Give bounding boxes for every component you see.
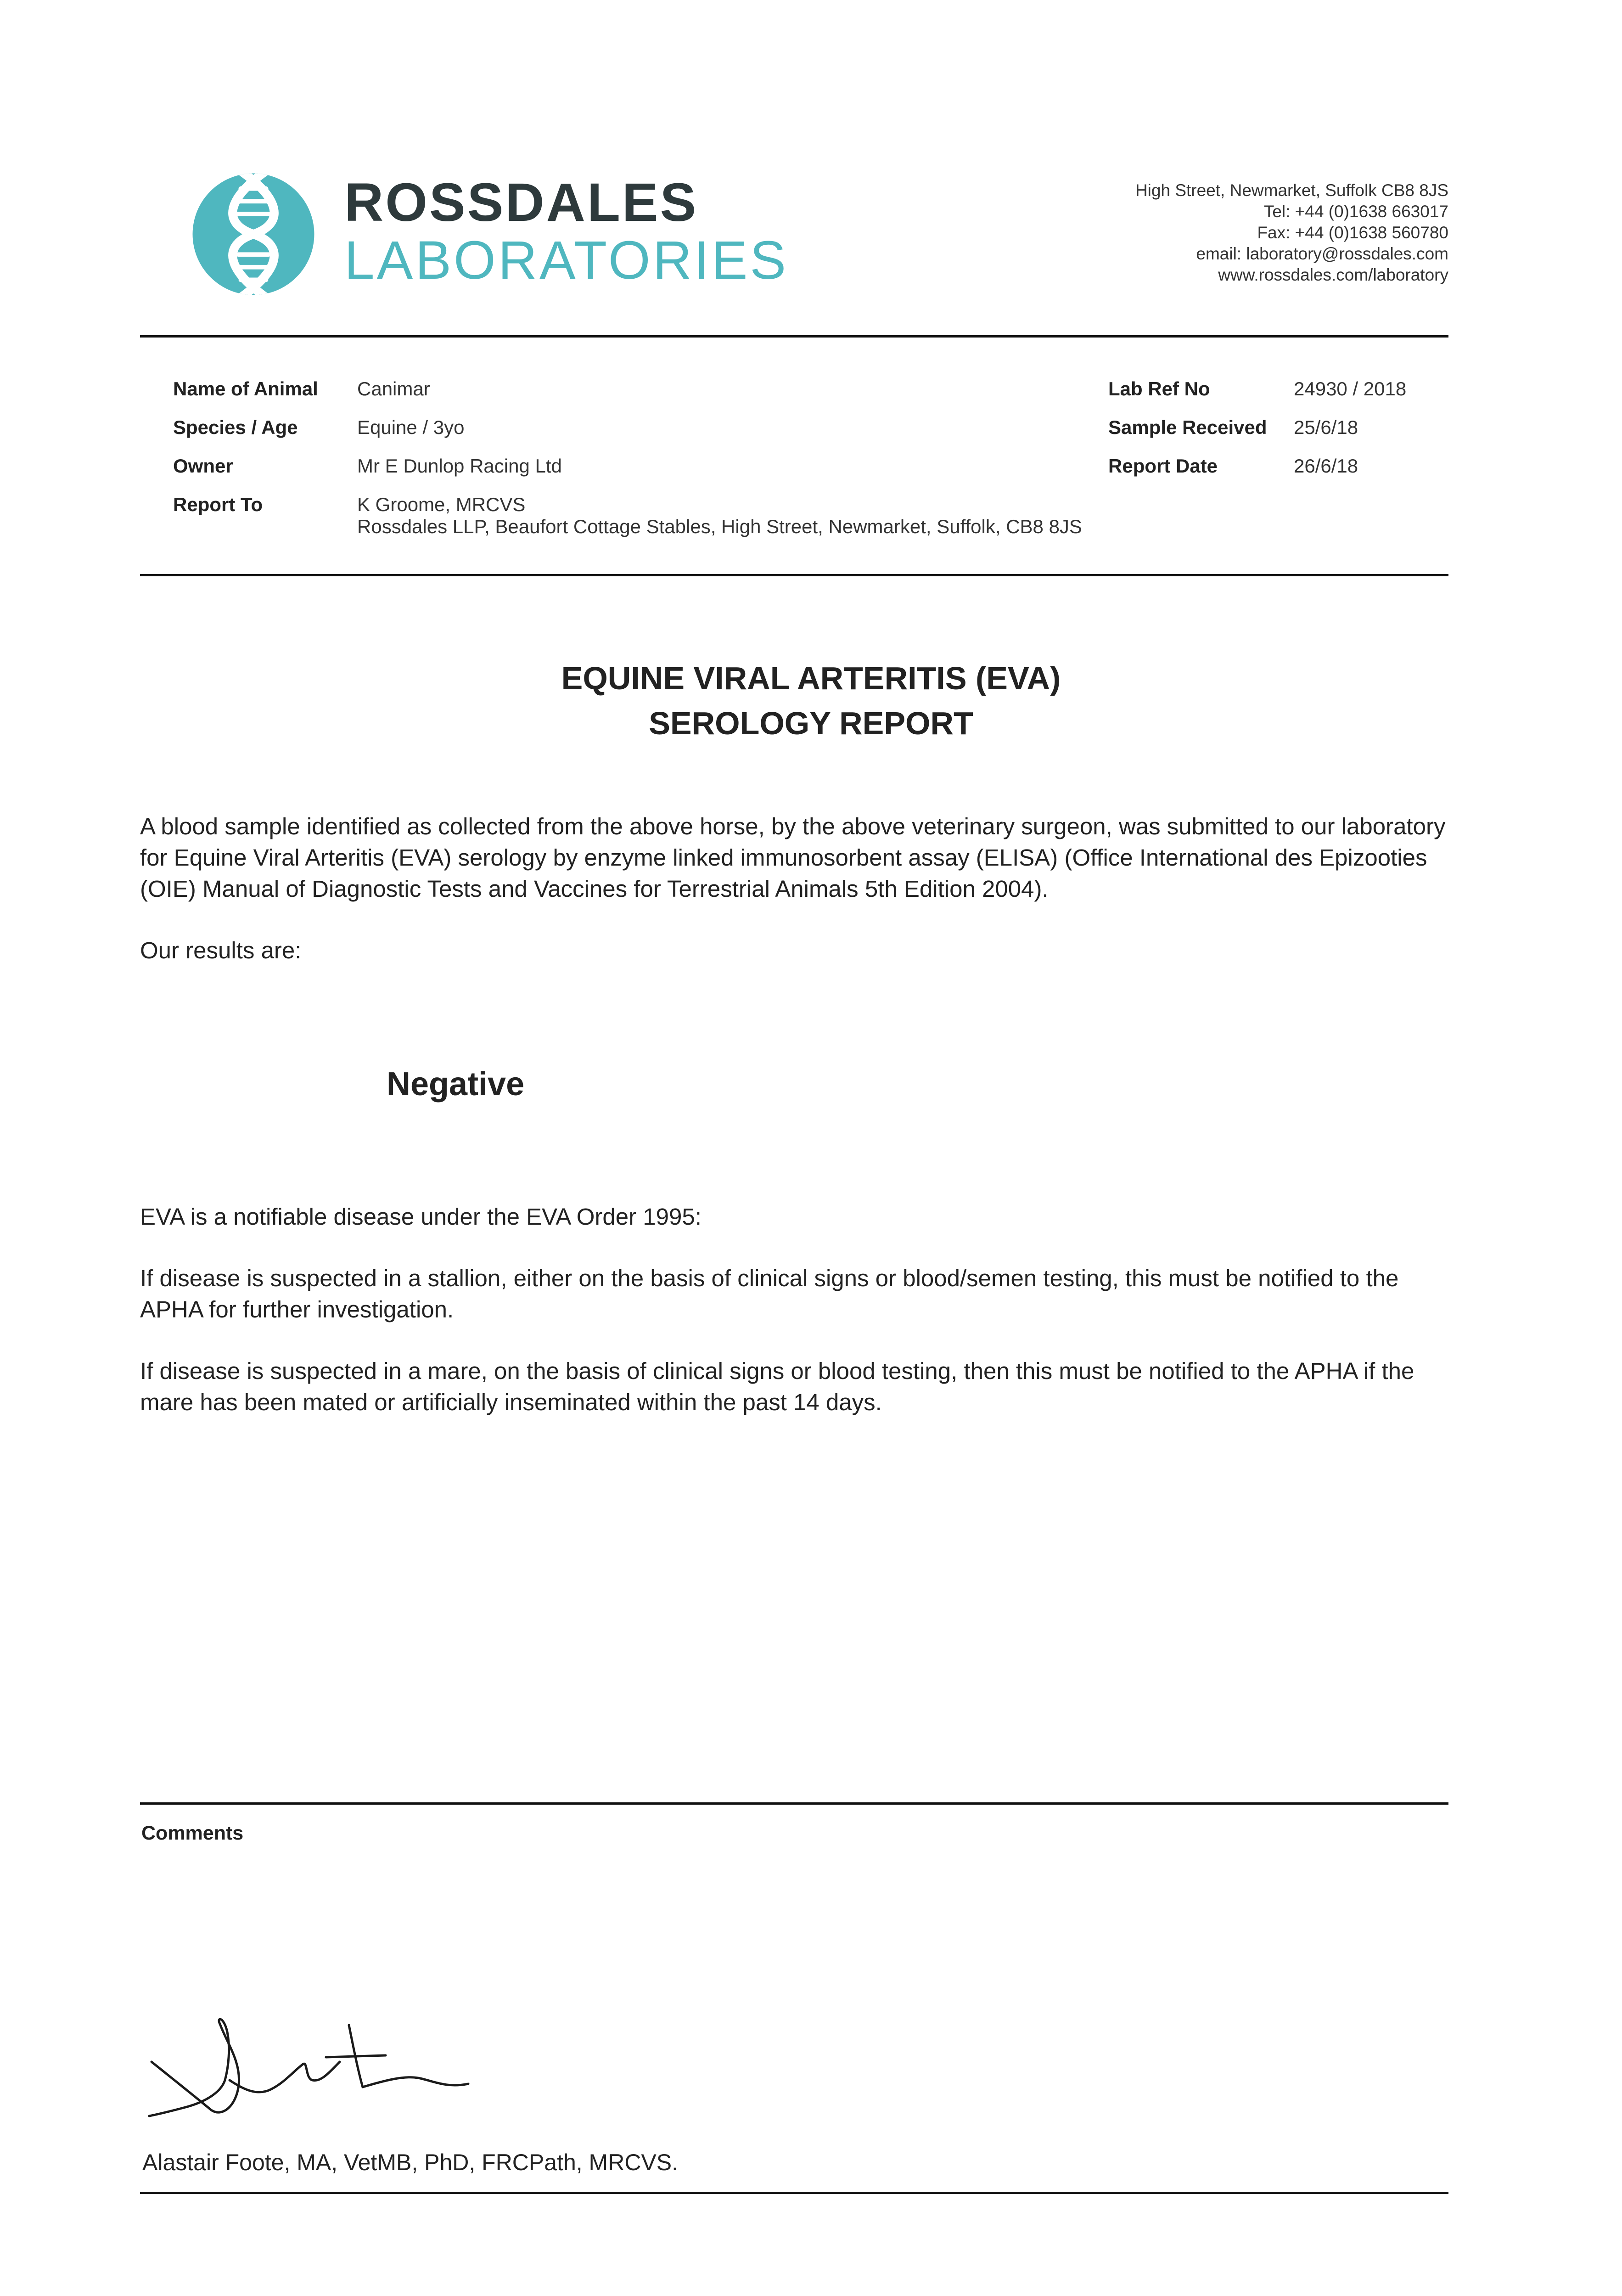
signatory-name: Alastair Foote, MA, VetMB, PhD, FRCPath, MRCVS. <box>142 2150 679 2175</box>
comments-label: Comments <box>141 1822 244 1844</box>
mare-note: If disease is suspected in a mare, on the basis of clinical signs or blood testing, then this must be notified to the APHA if the mare has been mated or artificially inseminated within the past 14 days. <box>140 1358 1414 1415</box>
contact-web: www.rossdales.com/laboratory <box>1218 265 1448 284</box>
report-subtitle: SEROLOGY REPORT <box>649 705 973 741</box>
results-intro: Our results are: <box>140 937 302 963</box>
notifiable-statement: EVA is a notifiable disease under the EVA Order 1995: <box>140 1204 702 1230</box>
report-date-value: 26/6/18 <box>1294 455 1358 477</box>
lab-ref-value: 24930 / 2018 <box>1294 378 1407 400</box>
animal-name-label: Name of Animal <box>173 378 318 400</box>
species-label: Species / Age <box>173 416 298 438</box>
report-title: EQUINE VIRAL ARTERITIS (EVA) <box>561 660 1061 696</box>
report-to-name: K Groome, MRCVS <box>357 494 526 515</box>
header-divider <box>140 335 1448 338</box>
contact-email: email: laboratory@rossdales.com <box>1196 244 1448 263</box>
owner-value: Mr E Dunlop Racing Ltd <box>357 455 562 477</box>
brand-name: ROSSDALES <box>344 172 698 233</box>
comments-divider <box>140 1802 1448 1805</box>
signature-image <box>147 2011 487 2126</box>
intro-paragraph: A blood sample identified as collected from the above horse, by the above veterinary surgeon, was submitted to our laboratory for Equine Viral Arteritis (EVA) serology by enzyme linked immunosorbent assay (ELISA) (Office International des Epizooties (OIE) Manual of Diagnostic Tests and Vaccines for Terrestrial Animals 5th Edition 2004). <box>140 813 1446 902</box>
owner-label: Owner <box>173 455 233 477</box>
lab-ref-label: Lab Ref No <box>1108 378 1210 400</box>
sample-received-value: 25/6/18 <box>1294 416 1358 438</box>
report-to-label: Report To <box>173 494 263 515</box>
report-date-label: Report Date <box>1108 455 1218 477</box>
contact-fax: Fax: +44 (0)1638 560780 <box>1257 223 1448 242</box>
contact-block <box>1135 180 1448 286</box>
info-divider <box>140 574 1448 576</box>
test-result: Negative <box>387 1066 525 1103</box>
brand-subname: LABORATORIES <box>344 230 789 291</box>
dna-helix-icon <box>190 171 317 298</box>
animal-name-value: Canimar <box>357 378 430 400</box>
species-value: Equine / 3yo <box>357 416 465 438</box>
report-to-address: Rossdales LLP, Beaufort Cottage Stables, High Street, Newmarket, Suffolk, CB8 8JS <box>357 516 1082 537</box>
footer-divider <box>140 2192 1448 2194</box>
sample-received-label: Sample Received <box>1108 416 1267 438</box>
contact-address: High Street, Newmarket, Suffolk CB8 8JS <box>1135 181 1448 200</box>
stallion-note: If disease is suspected in a stallion, either on the basis of clinical signs or blood/semen testing, this must be notified to the APHA for further investigation. <box>140 1265 1399 1322</box>
contact-tel: Tel: +44 (0)1638 663017 <box>1263 202 1448 221</box>
